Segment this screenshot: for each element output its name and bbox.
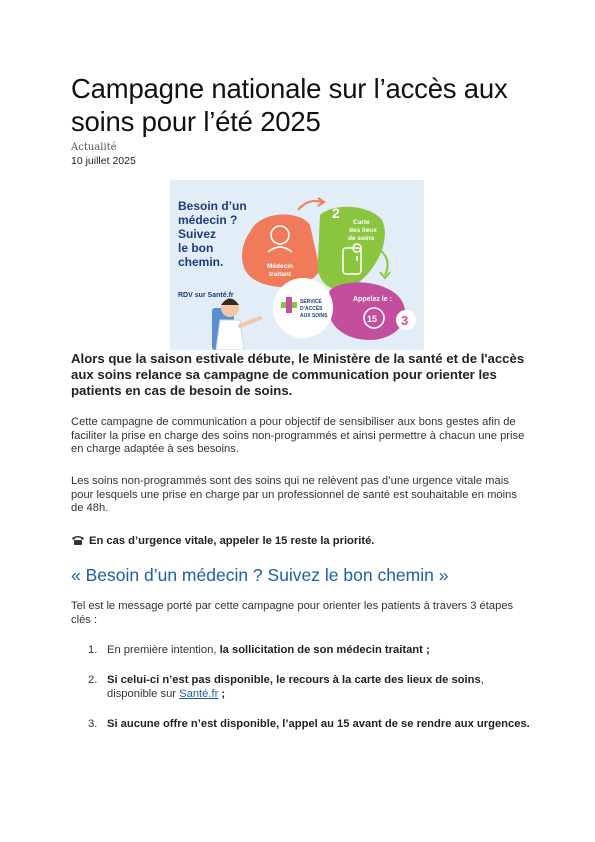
telephone-icon — [71, 535, 85, 545]
list-number: 1. — [88, 644, 98, 656]
campaign-illustration — [170, 180, 424, 350]
step2-label-2: des lieux — [349, 227, 377, 234]
list-item — [71, 643, 531, 658]
step1-number: 1 — [244, 245, 252, 261]
section-heading: « Besoin d’un médecin ? Suivez le bon chemin » — [71, 565, 449, 585]
step-3-bold: Si aucune offre n’est disponible, l’appel au 15 avant de se rendre aux urgences. — [107, 717, 530, 730]
body-paragraph-2: Les soins non-programmés sont des soins qui ne relèvent pas d’une urgence vitale mais pour lesquels une prise en charge par un professionnel de santé est souhaitable en moins de 48h. — [71, 475, 517, 514]
steps-list — [71, 643, 531, 731]
step-2-bold: Si celui-ci n’est pas disponible, le recours à la carte des lieux de soins — [107, 673, 481, 686]
step2-label-1: Carte — [353, 219, 370, 226]
sante-fr-link[interactable]: Santé.fr — [179, 688, 219, 700]
step-1-plain: En première intention, — [107, 644, 220, 656]
hero-headline-1: Besoin d’un — [178, 199, 247, 213]
sas-label-1: SERVICE — [300, 299, 322, 305]
step-2-plain: , disponible sur — [107, 673, 484, 700]
emergency-alert-text: En cas d’urgence vitale, appeler le 15 reste la priorité. — [89, 535, 375, 547]
list-number: 3. — [88, 717, 98, 730]
intro-paragraph: Tel est le message porté par cette campagne pour orienter les patients à travers 3 étapes clés : — [71, 600, 514, 626]
list-number: 2. — [88, 673, 98, 686]
body-paragraph-1: Cette campagne de communication a pour objectif de sensibiliser aux bons gestes afin de faciliter la prise en charge des soins non-programmés et ainsi permettre à chacun une prise en charge adaptée à ses besoins. — [71, 416, 525, 455]
hero-headline-4: le bon — [178, 241, 214, 255]
hero-headline-5: chemin. — [178, 255, 224, 269]
hero-headline-3: Suivez — [178, 227, 217, 241]
arrow-2-3 — [380, 250, 388, 275]
step-1-bold: la sollicitation de son médecin traitant ; — [219, 644, 430, 656]
list-item — [71, 717, 531, 732]
step3-number: 3 — [401, 313, 409, 328]
list-item — [71, 673, 531, 702]
step2-label-3: de soins — [348, 235, 375, 242]
category-label[interactable]: Actualité — [71, 142, 117, 153]
lead-paragraph: Alors que la saison estivale débute, le Ministère de la santé et de l'accès aux soins relance sa campagne de communication pour orienter les patients en cas de besoin de soins. — [71, 351, 525, 398]
step1-label-1: Médecin — [267, 263, 294, 270]
doctor-character — [212, 299, 260, 351]
phone-number: 15 — [367, 314, 378, 324]
step1-label-2: traitant — [269, 271, 292, 278]
hero-rdv-label: RDV sur Santé.fr — [178, 292, 234, 299]
page-title: Campagne nationale sur l’accès aux soins pour l’été 2025 — [71, 73, 508, 137]
hero-headline-2: médecin ? — [178, 213, 238, 227]
step2-number: 2 — [332, 205, 340, 221]
sas-label-3: AUX SOINS — [300, 313, 328, 319]
publish-date: 10 juillet 2025 — [71, 155, 136, 167]
emergency-alert — [71, 535, 374, 547]
sas-label-2: D’ACCÈS — [300, 306, 323, 312]
step3-label: Appelez le : — [353, 296, 392, 303]
step-2-tail: ; — [218, 688, 226, 700]
